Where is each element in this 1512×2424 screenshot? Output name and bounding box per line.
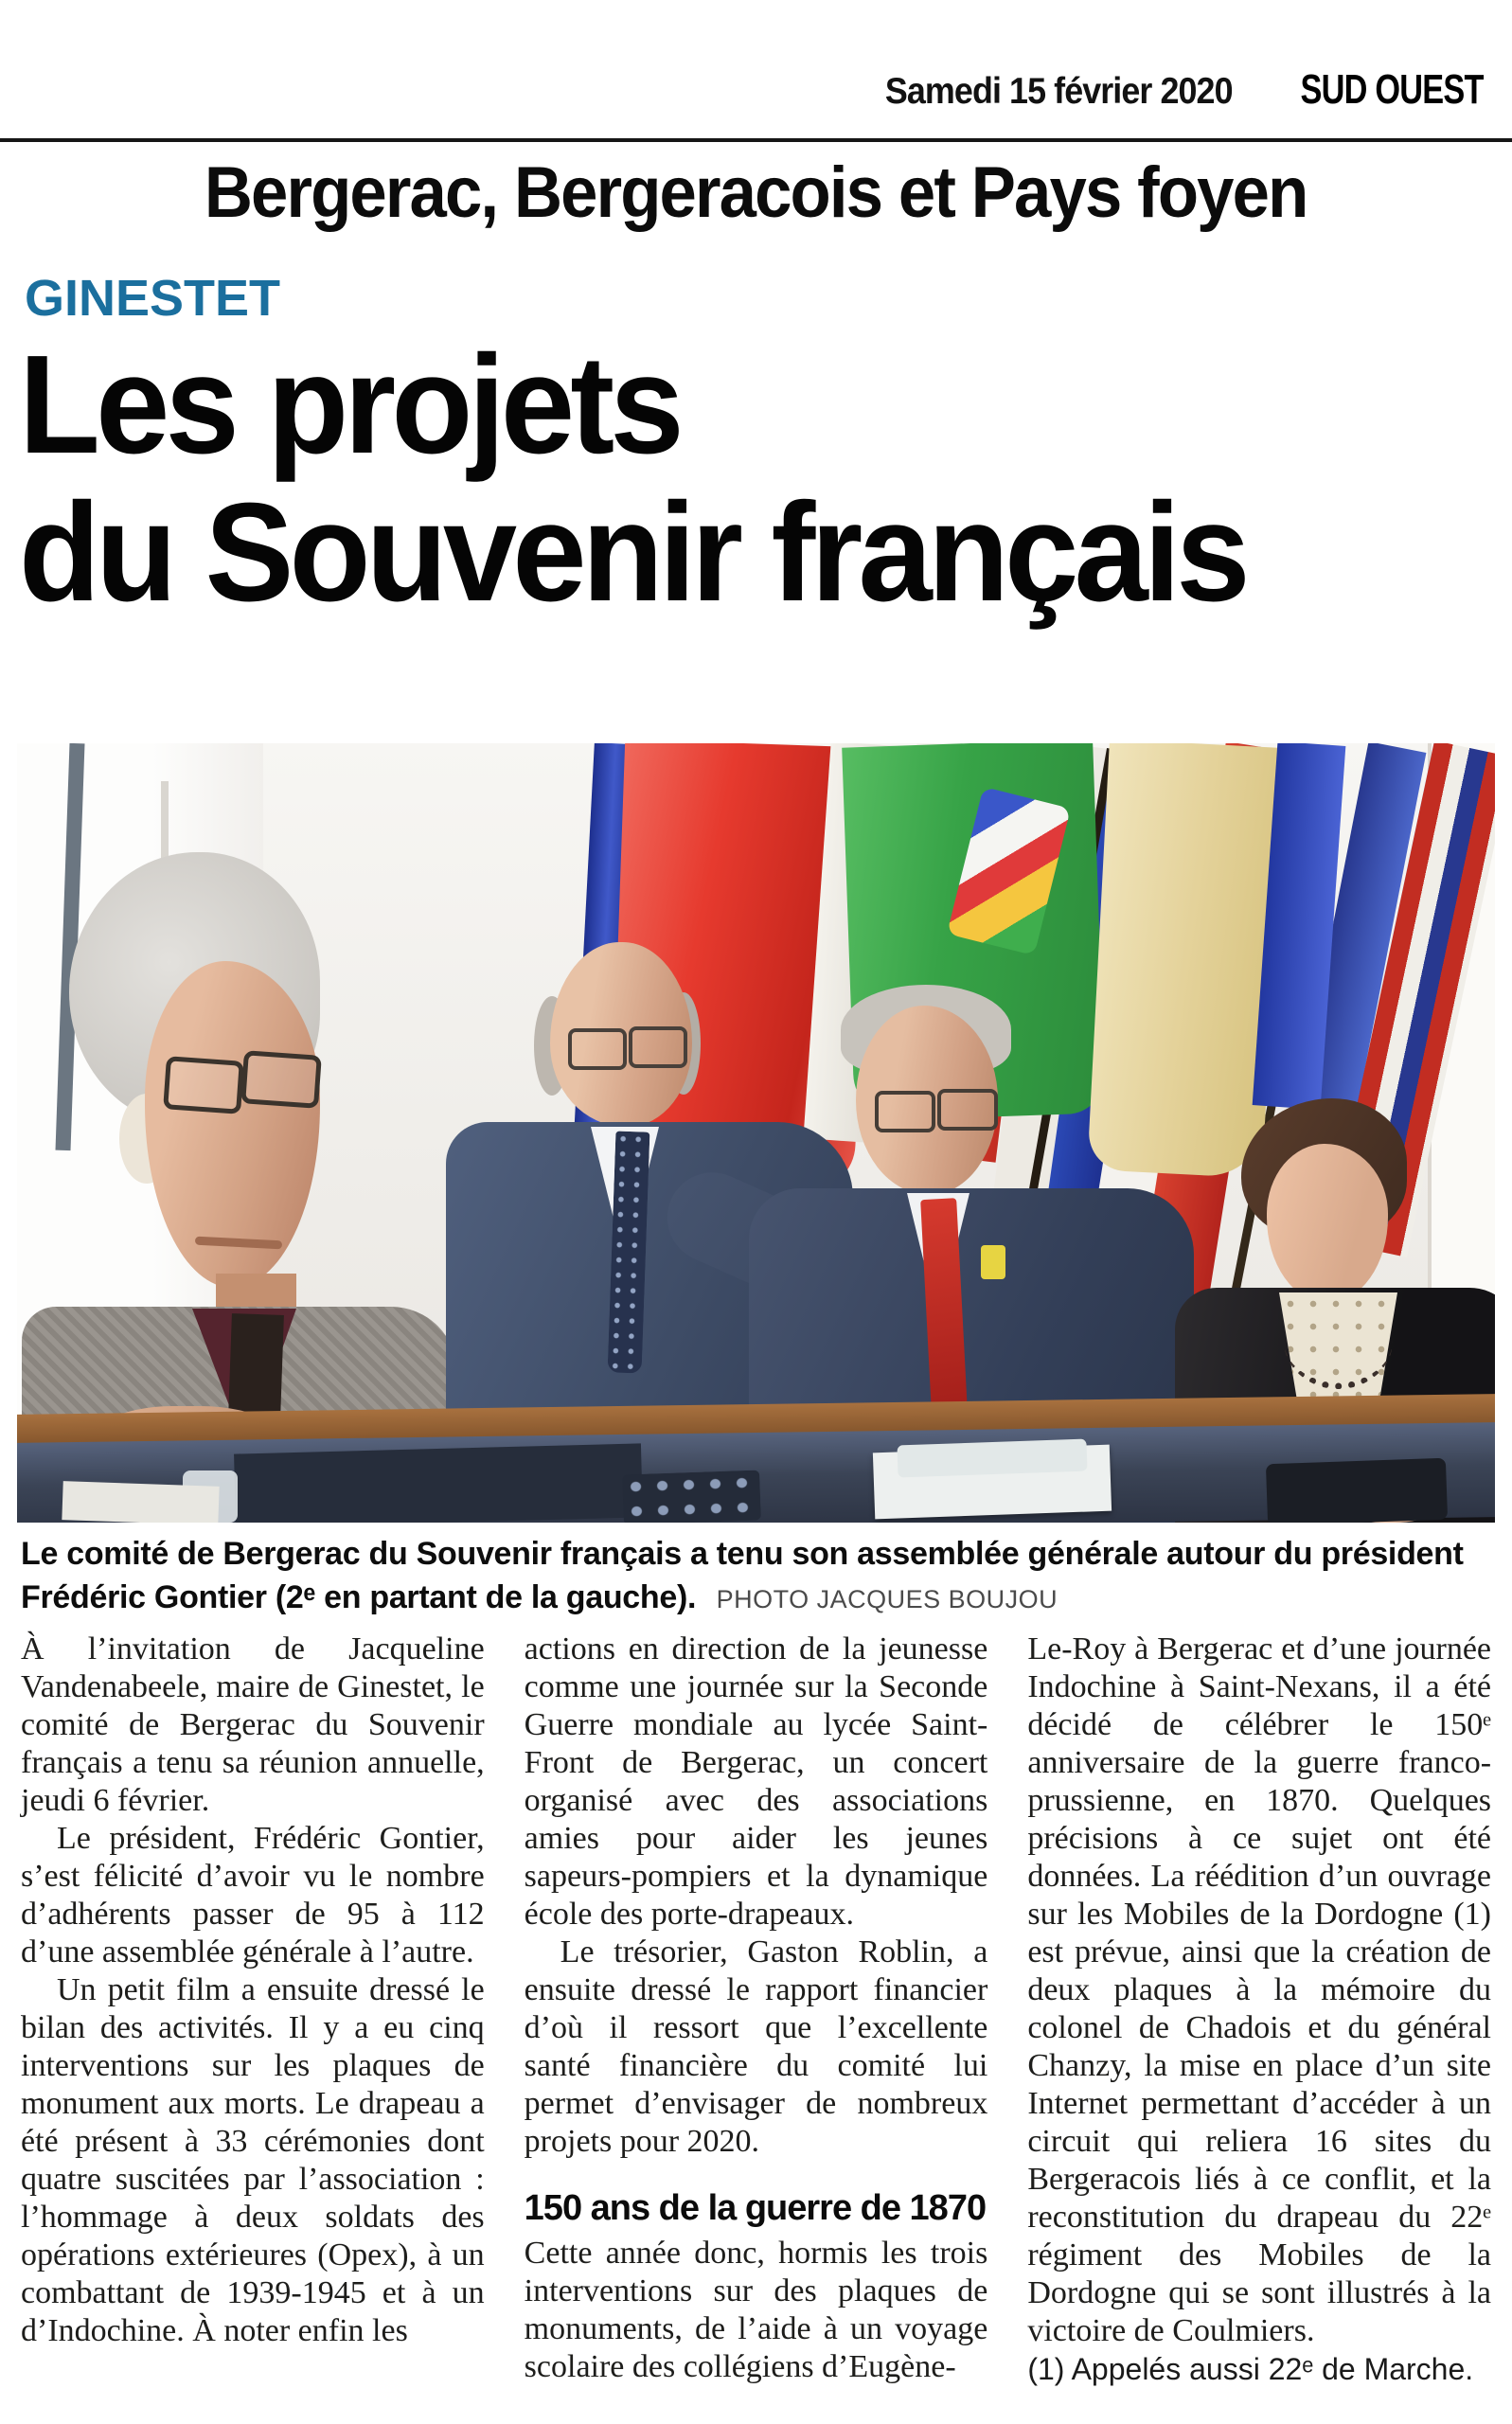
person-left-glasses-2 bbox=[240, 1050, 322, 1109]
person-left-shirt bbox=[228, 1313, 284, 1419]
person-4-necklace bbox=[1284, 1292, 1393, 1389]
article-column-1 bbox=[21, 1631, 485, 2388]
col1-paragraph-3: Un petit film a ensuite dressé le bilan des activités. Il y a eu cinq interventions sur les plaques de monument aux morts. Le drapeau a été présent à 33 cérémonies dont quatre suscitées par l’association : l’hommage à deux soldats des opérations extérieures (Opex), à un combattant de 1939-1945 et à un d’Indochine. À noter enfin les bbox=[21, 1972, 485, 2348]
person-3-glasses bbox=[875, 1091, 935, 1132]
kicker-ginestet: GINESTET bbox=[25, 270, 281, 327]
person-left-glasses bbox=[163, 1056, 244, 1114]
masthead bbox=[855, 66, 1484, 114]
table-keypad bbox=[622, 1470, 761, 1523]
top-rule bbox=[0, 138, 1512, 142]
article-headline bbox=[19, 327, 1505, 631]
subhead-150-ans: 150 ans de la guerre de 1870 bbox=[524, 2188, 987, 2228]
col1-paragraph-2: Le président, Frédéric Gontier, s’est félicité d’avoir vu le nombre d’adhérents passer de 95 à 112 d’une assemblée générale à l’autre. bbox=[21, 1821, 485, 1970]
headline-line-2: du Souvenir français bbox=[19, 474, 1246, 631]
headline-line-1: Les projets bbox=[19, 327, 680, 483]
person-3-glasses-2 bbox=[937, 1089, 998, 1131]
section-header-label: Bergerac, Bergeracois et Pays foyen bbox=[205, 152, 1307, 233]
table-folded-paper bbox=[897, 1439, 1087, 1478]
article-footnote: (1) Appelés aussi 22ᵉ de Marche. bbox=[1027, 2352, 1474, 2386]
col2-paragraph-3: Cette année donc, hormis les trois interventions sur des plaques de monuments, de l’aide à un voyage scolaire des collégiens d’Eugène- bbox=[524, 2236, 988, 2384]
col2-paragraph-2: Le trésorier, Gaston Roblin, a ensuite dressé le rapport financier d’où il ressort que l’excellente santé financière du comité lui permet d’envisager de nombreux projets pour 2020. bbox=[524, 1934, 988, 2159]
person-2-glasses bbox=[568, 1028, 627, 1070]
issue-date: Samedi 15 février 2020 bbox=[884, 71, 1233, 112]
person-2-glasses-2 bbox=[629, 1026, 687, 1068]
table-dark-object bbox=[1266, 1458, 1448, 1523]
newspaper-brand: SUD OUEST bbox=[1300, 66, 1484, 113]
photo-caption-text: Le comité de Bergerac du Souvenir français a tenu son assemblée générale autour du président Frédéric Gontier (2ᵉ en partant de la gauche). bbox=[21, 1536, 1464, 1615]
table-dark-mat bbox=[234, 1443, 643, 1523]
col2-paragraph-1: actions en direction de la jeunesse comme une journée sur la Seconde Guerre mondiale au lycée Saint-Front de Bergerac, un concert organisé avec des associations amies pour aider les jeunes sapeurs-pompiers et la dynamique école des porte-drapeaux. bbox=[524, 1631, 988, 1932]
section-header bbox=[0, 152, 1512, 234]
article-body bbox=[21, 1631, 1491, 2388]
person-3-lapel-badge bbox=[981, 1245, 1005, 1279]
article-column-3 bbox=[1027, 1631, 1491, 2388]
table-paper-left bbox=[62, 1481, 219, 1523]
col1-paragraph-1: À l’invitation de Jacqueline Vandenabeele, maire de Ginestet, le comité de Bergerac du Souvenir français a tenu sa réunion annuelle, jeudi 6 février. bbox=[21, 1631, 485, 1818]
person-4-face bbox=[1267, 1144, 1388, 1303]
article-photo bbox=[17, 743, 1495, 1523]
col3-paragraph-1: Le-Roy à Bergerac et d’une journée Indochine à Saint-Nexans, il a été décidé de célébrer le 150ᵉ anniversaire de la guerre franco-prussienne, en 1870. Quelques précisions à ce sujet ont été données. La réédition d’un ouvrage sur les Mobiles de la Dordogne (1) est prévue, ainsi que la création de deux plaques à la mémoire du colonel de Chadois et du général Chanzy, la mise en place d’un site Internet permettant d’accéder à un circuit qui reliera 16 sites du Bergeracois liés à ce conflit, et la reconstitution du drapeau du 22ᵉ régiment des Mobiles de la Dordogne qui se sont illustrés à la victoire de Coulmiers. bbox=[1027, 1631, 1492, 2348]
article-column-2 bbox=[525, 1631, 988, 2388]
photo-caption bbox=[21, 1532, 1490, 1621]
photo-credit: PHOTO JACQUES BOUJOU bbox=[716, 1585, 1058, 1613]
